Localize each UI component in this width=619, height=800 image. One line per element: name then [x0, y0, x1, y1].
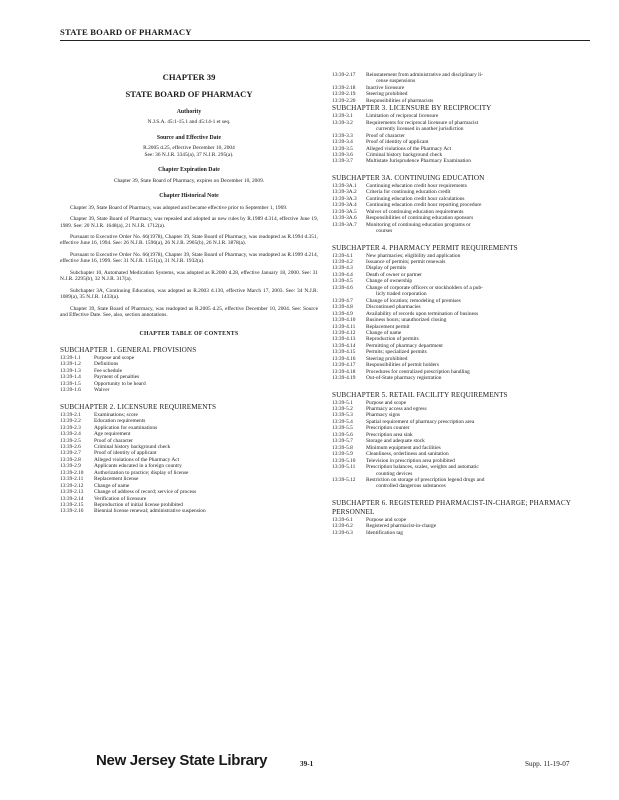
section-title: Change of name	[366, 329, 402, 336]
section-number: 13:39-2.15	[60, 502, 84, 509]
toc-entry	[332, 120, 594, 133]
section-title: Inactive licensure	[366, 84, 405, 91]
section-number: 13:39-1.5	[60, 380, 81, 387]
section-number: 13:39-3.7	[332, 158, 353, 165]
section-title-wrap	[366, 375, 594, 381]
section-number: 13:39-4.9	[332, 310, 353, 317]
section-number: 13:39-5.6	[332, 431, 353, 438]
section-title: Reproduction of permits	[366, 336, 419, 343]
section-title: Identification tag	[366, 529, 403, 536]
section-title: Death of owner or partner	[366, 271, 422, 278]
history-paragraph: Chapter 39, State Board of Pharmacy, was adopted and became effective prior to September 1, 1969.	[70, 204, 288, 211]
section-title: Responsibilities of permit holders	[366, 362, 439, 369]
section-title-wrap	[94, 387, 318, 393]
section-title-continued: licly traded corporation	[376, 291, 427, 298]
section-number: 13:39-3.2	[332, 119, 353, 126]
section-number: 13:39-5.4	[332, 418, 353, 425]
library-watermark: New Jersey State Library	[96, 752, 268, 769]
section-title: Purpose and scope	[366, 399, 407, 406]
section-number: 13:39-4.17	[332, 362, 356, 369]
section-number: 13:39-5.11	[332, 464, 356, 471]
left-column	[60, 72, 318, 515]
section-number: 13:39-4.12	[332, 329, 356, 336]
section-title: Restriction on storage of prescription legend drugs and	[366, 477, 485, 484]
section-number: 13:39-4.1	[332, 252, 353, 259]
right-column	[332, 72, 594, 536]
section-number: 13:39-4.11	[332, 323, 356, 330]
subchapter-heading: SUBCHAPTER 6. REGISTERED PHARMACIST-IN-CHARGE; PHARMACY PERSONNEL	[332, 498, 571, 516]
section-title: Replacement license	[94, 476, 139, 483]
section-title: Limitation of reciprocal licensure	[366, 113, 439, 120]
history-heading: Chapter Historical Note	[159, 193, 219, 200]
subchapter-heading: SUBCHAPTER 5. RETAIL FACILITY REQUIREMENTS	[332, 390, 508, 399]
section-title: Requirements for reciprocal licensure of pharmacist	[366, 119, 479, 126]
toc-entry	[332, 464, 594, 477]
supplement-date: Supp. 11-19-07	[525, 760, 570, 768]
section-title: Change of name	[94, 482, 130, 489]
section-title: Proof of identity of applicant	[366, 139, 429, 146]
section-number: 13:39-2.1	[60, 411, 81, 418]
toc-entry	[60, 387, 318, 393]
history-paragraph: Subchapter 10, Automated Medication Systems, was adopted as R.2000 d.28, effective January 18, 2000. See: 31 N.J.R. 2295(b), 32 N.J.R. 317(a).	[60, 269, 318, 283]
section-number: 13:39-6.3	[332, 529, 353, 536]
section-title: Criminal history background check	[94, 443, 171, 450]
section-title: Change of corporate officers or stockholders of a pub-	[366, 284, 483, 291]
section-title-continued: currently licensed in another jurisdiction	[376, 126, 464, 133]
section-number: 13:39-5.9	[332, 451, 353, 458]
section-number: 13:39-5.2	[332, 406, 353, 413]
section-number: 13:39-2.9	[60, 463, 81, 470]
section-number: 13:39-4.16	[332, 355, 356, 362]
section-number: 13:39-3A.1	[332, 182, 357, 189]
section-title-wrap	[366, 72, 594, 85]
section-number: 13:39-4.14	[332, 342, 356, 349]
history-paragraph: Subchapter 3A, Continuing Education, was adopted as R.2003 d.130, effective March 17, 2003. See: 34 N.J.R. 1089(a), 35 N.J.R. 1433(a).	[60, 287, 318, 301]
section-number: 13:39-4.4	[332, 271, 353, 278]
section-title-wrap	[94, 508, 318, 514]
section-number: 13:39-5.10	[332, 457, 356, 464]
toc-heading: CHAPTER TABLE OF CONTENTS	[139, 330, 239, 337]
continued-section-list	[332, 72, 594, 104]
section-title: Continuing education credit hour requirements	[366, 182, 467, 189]
section-number: 13:39-2.7	[60, 450, 81, 457]
section-number: 13:39-1.3	[60, 367, 81, 374]
toc-entry	[332, 530, 594, 536]
section-title: Biennial license renewal; administrative suspension	[94, 508, 206, 515]
history-paragraph: Chapter 39, State Board of Pharmacy, was repealed and adopted as new rules by R.1989 d.314, effective June 19, 1989. See: 20 N.J.R. 1648(a), 21 N.J.R. 1712(a).	[60, 216, 318, 229]
section-number: 13:39-5.5	[332, 425, 353, 432]
section-number: 13:39-4.13	[332, 336, 356, 343]
section-title: Responsibilities of continuing education sponsors	[366, 215, 474, 222]
section-number: 13:39-1.4	[60, 374, 81, 381]
section-title-continued: cense suspensions	[376, 78, 416, 85]
section-title: Authorization to practice; display of license	[94, 469, 189, 476]
section-number: 13:39-5.3	[332, 412, 353, 419]
section-title: Opportunity to be heard	[94, 380, 146, 387]
section-title: Television in prescription area prohibited	[366, 457, 455, 464]
section-title-continued: counting devices	[376, 470, 413, 477]
section-number: 13:39-6.2	[332, 523, 353, 530]
section-title-continued: controlled dangerous substances	[376, 483, 446, 490]
section-title: New pharmacies; eligibility and application	[366, 252, 461, 259]
section-number: 13:39-2.14	[60, 495, 84, 502]
section-title-wrap	[366, 477, 594, 490]
section-title: Change of location; remodeling of premises	[366, 297, 461, 304]
section-title: Change of ownership	[366, 278, 413, 285]
section-number: 13:39-3A.6	[332, 215, 357, 222]
section-number: 13:39-4.7	[332, 297, 353, 304]
section-number: 13:39-2.13	[60, 489, 84, 496]
section-number: 13:39-5.7	[332, 438, 353, 445]
section-title: Pharmacy signs	[366, 412, 400, 419]
section-number: 13:39-2.12	[60, 482, 84, 489]
source-line: R.2005 d.25, effective December 10, 2004	[143, 145, 235, 152]
section-title: Examinations; score	[94, 411, 138, 418]
right-subchapter-list	[332, 104, 594, 536]
section-title: Applicants educated in a foreign country	[94, 463, 182, 470]
section-number: 13:39-3A.4	[332, 202, 357, 209]
section-title: Minimum equipment and facilities	[366, 444, 441, 451]
section-number: 13:39-3A.7	[332, 221, 357, 228]
toc-entry	[332, 375, 594, 381]
section-title: Waiver	[94, 387, 110, 394]
section-title: Steering prohibited	[366, 91, 408, 98]
toc-entry	[332, 477, 594, 490]
section-number: 13:39-2.11	[60, 476, 84, 483]
history-paragraph: Pursuant to Executive Order No. 66(1978), Chapter 39, State Board of Pharmacy, was readopted as R.1994 d.351, effective June 16, 1994. See: 26 N.J.R. 1596(a), 26 N.J.R. 2905(b), 26 N.J.R. 3878(a).	[60, 233, 318, 247]
section-number: 13:39-3.3	[332, 132, 353, 139]
section-number: 13:39-2.6	[60, 443, 81, 450]
section-number: 13:39-3A.3	[332, 195, 357, 202]
section-title: Payment of penalties	[94, 374, 140, 381]
toc-entry	[332, 285, 594, 298]
section-title: Reinstatement from administrative and disciplinary li-	[366, 72, 483, 78]
chapter-number: CHAPTER 39	[162, 72, 216, 82]
section-number: 13:39-1.6	[60, 387, 81, 394]
subchapter-heading: SUBCHAPTER 3. LICENSURE BY RECIPROCITY	[332, 104, 492, 113]
section-title: Alleged violations of the Pharmacy Act	[366, 145, 452, 152]
section-title: Prescription balances, scales, weights and automatic	[366, 464, 479, 471]
page-number: 39-1	[300, 760, 314, 768]
section-title: Purpose and scope	[366, 516, 407, 523]
section-number: 13:39-2.5	[60, 437, 81, 444]
expiration-heading: Chapter Expiration Date	[158, 167, 220, 174]
section-number: 13:39-2.19	[332, 91, 356, 98]
section-title: Definitions	[94, 361, 119, 368]
section-number: 13:39-4.6	[332, 284, 353, 291]
expiration-text: Chapter 39, State Board of Pharmacy, expires on December 10, 2009.	[113, 177, 265, 184]
subchapter-heading: SUBCHAPTER 2. LICENSURE REQUIREMENTS	[60, 402, 217, 411]
section-title: Proof of identity of applicant	[94, 450, 157, 457]
section-number: 13:39-2.3	[60, 424, 81, 431]
section-number: 13:39-5.1	[332, 399, 353, 406]
section-number: 13:39-2.18	[332, 84, 356, 91]
section-title: Reproduction of initial license prohibited	[94, 502, 183, 509]
section-title: Prescription area sink	[366, 431, 413, 438]
authority-text: N.J.S.A. 45:1-15.1 and 45:14-1 et seq.	[147, 119, 231, 126]
section-title: Permitting of pharmacy department	[366, 342, 443, 349]
section-title: Registered pharmacist-in-charge	[366, 523, 437, 530]
toc-entry	[332, 72, 594, 85]
section-title-continued: courses	[376, 228, 393, 235]
toc-entry	[60, 508, 318, 514]
section-number: 13:39-2.10	[60, 469, 84, 476]
section-number: 13:39-2.2	[60, 418, 81, 425]
section-title: Storage and adequate stock	[366, 438, 425, 445]
section-title: Multistate Jurisprudence Pharmacy Examination	[366, 158, 471, 165]
section-number: 13:39-4.15	[332, 349, 356, 356]
chapter-title: STATE BOARD OF PHARMACY	[125, 89, 253, 99]
section-number: 13:39-3.1	[332, 113, 353, 120]
section-title-wrap	[366, 285, 594, 298]
section-number: 13:39-4.8	[332, 304, 353, 311]
section-title: Steering prohibited	[366, 355, 408, 362]
section-title-wrap	[366, 530, 594, 536]
left-subchapter-list	[60, 346, 318, 515]
section-number: 13:39-1.2	[60, 361, 81, 368]
section-title: Prescription counter	[366, 425, 410, 432]
section-title: Spatial requirement of pharmacy prescription area	[366, 418, 475, 425]
section-title: Permits; specialized permits	[366, 349, 427, 356]
section-number: 13:39-4.18	[332, 368, 356, 375]
section-title: Responsibilities of pharmacists	[366, 97, 434, 104]
subchapter-heading: SUBCHAPTER 4. PHARMACY PERMIT REQUIREMENTS	[332, 243, 518, 252]
section-title: Business hours; unauthorized closing	[366, 317, 447, 324]
section-title: Criminal history background check	[366, 151, 443, 158]
section-number: 13:39-5.8	[332, 444, 353, 451]
section-title-wrap	[366, 158, 594, 164]
section-title: Availability of records upon termination of business	[366, 310, 479, 317]
toc-entry	[332, 222, 594, 235]
section-number: 13:39-2.8	[60, 456, 81, 463]
section-title: Replacement permit	[366, 323, 410, 330]
section-number: 13:39-3.5	[332, 145, 353, 152]
source-line: See: 36 N.J.R. 3345(a), 37 N.J.R. 295(a).	[144, 151, 234, 158]
section-title: Out-of-State pharmacy registration	[366, 375, 442, 382]
section-title: Criteria for continuing education credit	[366, 189, 451, 196]
section-title: Education requirements	[94, 418, 146, 425]
section-title: Proof of character	[366, 132, 405, 139]
section-title: Procedures for centralized prescription handling	[366, 368, 470, 375]
section-title: Alleged violations of the Pharmacy Act	[94, 456, 180, 463]
subchapter-heading: SUBCHAPTER 3A. CONTINUING EDUCATION	[332, 173, 485, 182]
toc-entry	[332, 158, 594, 164]
section-title-wrap	[366, 120, 594, 133]
authority-heading: Authority	[176, 109, 202, 115]
section-title: Age requirement	[94, 431, 131, 438]
section-number: 13:39-6.1	[332, 516, 353, 523]
section-number: 13:39-3.4	[332, 139, 353, 146]
section-title: Verification of licensure	[94, 495, 147, 502]
history-paragraph: Pursuant to Executive Order No. 66(1978), Chapter 39, State Board of Pharmacy, was readopted as R.1999 d.214, effective June 16, 1999. See: 31 N.J.R. 1151(a), 31 N.J.R. 1932(a).	[60, 251, 318, 265]
section-title-wrap	[366, 222, 594, 235]
section-number: 13:39-3.6	[332, 151, 353, 158]
section-title: Continuing education credit hour reporting procedure	[366, 202, 482, 209]
section-title: Monitoring of continuing education programs or	[366, 221, 471, 228]
section-title: Display of permits	[366, 265, 407, 272]
section-number: 13:39-4.5	[332, 278, 353, 285]
section-title: Purpose and scope	[94, 354, 135, 361]
section-number: 13:39-4.3	[332, 265, 353, 272]
running-head: STATE BOARD OF PHARMACY	[60, 27, 192, 37]
section-number: 13:39-1.1	[60, 354, 81, 361]
section-number: 13:39-3A.5	[332, 208, 357, 215]
subchapter-heading: SUBCHAPTER 1. GENERAL PROVISIONS	[60, 345, 197, 354]
section-number: 13:39-4.19	[332, 375, 356, 382]
section-title: Cleanliness, orderliness and sanitation	[366, 451, 449, 458]
section-number: 13:39-4.10	[332, 317, 356, 324]
section-number: 13:39-4.2	[332, 258, 353, 265]
section-number: 13:39-5.12	[332, 477, 356, 484]
section-title: Change of address of record; service of process	[94, 489, 197, 496]
history-paragraph: Chapter 39, State Board of Pharmacy, was readopted as R.2005 d.25, effective December 10, 2004. See: Source and Effective Date. See, also, section annotations.	[60, 305, 318, 319]
section-title: Fee schedule	[94, 367, 122, 374]
section-title: Application for examinations	[94, 424, 158, 431]
section-number: 13:39-2.17	[332, 72, 356, 78]
section-title-wrap	[366, 464, 594, 477]
source-heading: Source and Effective Date	[156, 134, 222, 141]
section-title: Proof of character	[94, 437, 133, 444]
section-number: 13:39-3A.2	[332, 189, 357, 196]
section-title: Waiver of continuing education requirements	[366, 208, 464, 215]
section-title: Discontinued pharmacies	[366, 304, 421, 311]
section-title: Issuance of permits; permit renewals	[366, 258, 446, 265]
section-number: 13:39-2.4	[60, 431, 81, 438]
section-title: Continuing education credit hour calculations	[366, 195, 465, 202]
section-number: 13:39-2.20	[332, 97, 356, 104]
section-title: Pharmacy access and egress	[366, 406, 427, 413]
section-number: 13:39-2.16	[60, 508, 84, 515]
header-rule	[60, 40, 590, 41]
